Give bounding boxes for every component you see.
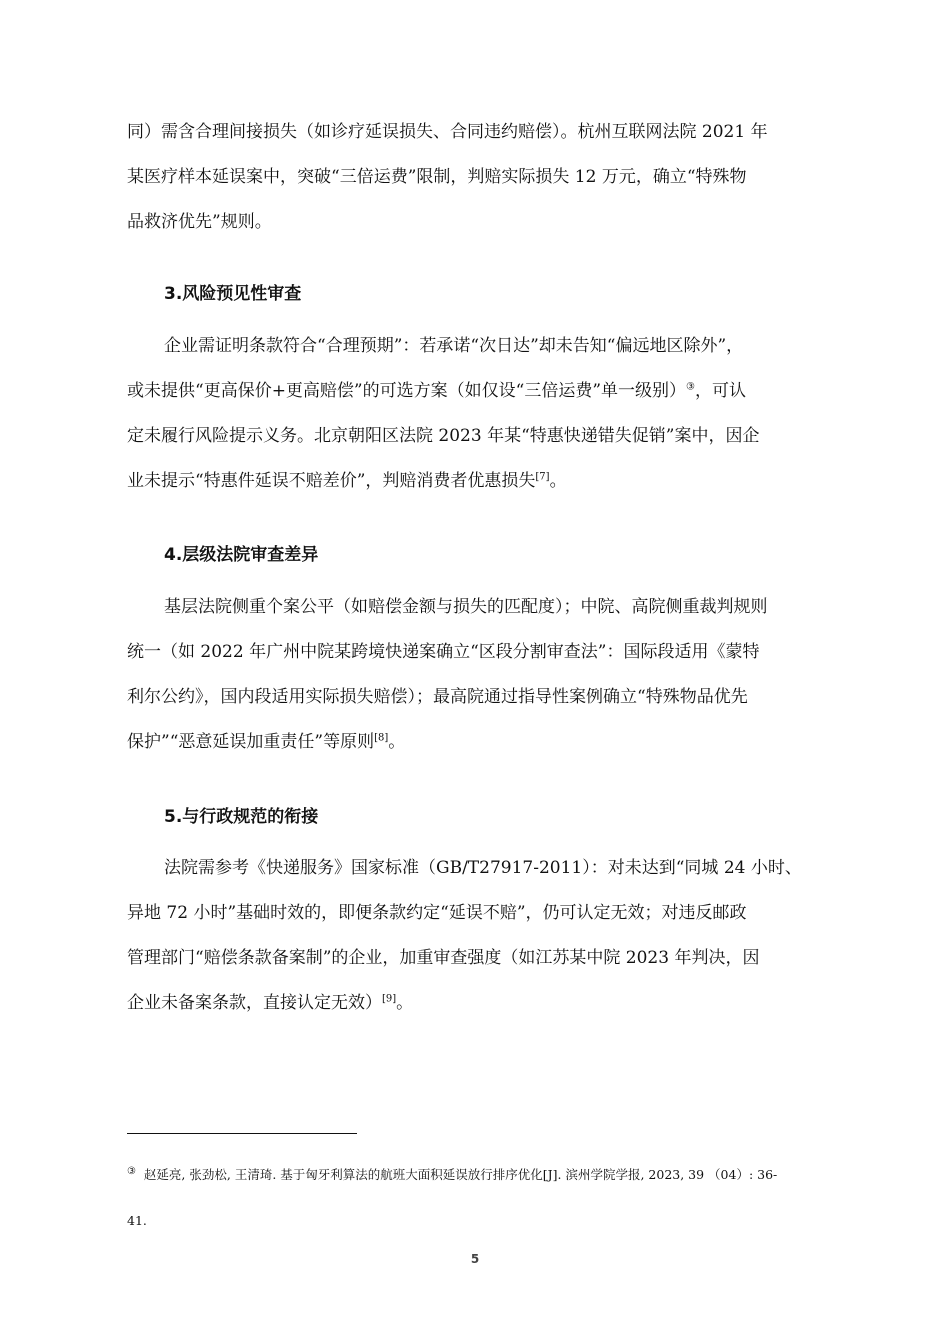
text-span: 。 bbox=[396, 993, 414, 1013]
footnote-mark: ③ bbox=[127, 1165, 136, 1177]
text-line: 定未履行风险提示义务。北京朝阳区法院 2023 年某“特惠快递错失促销”案中，因企 bbox=[127, 426, 760, 446]
paragraph-3 bbox=[127, 585, 867, 765]
text-line bbox=[127, 981, 867, 1026]
text-line: 某医疗样本延误案中，突破“三倍运费”限制，判赔实际损失 12 万元，确立“特殊物 bbox=[127, 167, 747, 187]
footnote-line: 41. bbox=[127, 1213, 147, 1228]
text-line: 统一（如 2022 年广州中院某跨境快递案确立“区段分割审查法”：国际段适用《蒙特 bbox=[127, 642, 760, 662]
text-line: 企业需证明条款符合“合理预期”：若承诺“次日达”却未告知“偏远地区除外”， bbox=[164, 336, 744, 356]
text-span: 业未提示“特惠件延误不赔差价”，判赔消费者优惠损失 bbox=[127, 471, 536, 491]
text-span: 企业未备案条款，直接认定无效） bbox=[127, 993, 382, 1013]
text-line: 基层法院侧重个案公平（如赔偿金额与损失的匹配度）；中院、高院侧重裁判规则 bbox=[164, 597, 768, 617]
text-span: 。 bbox=[549, 471, 567, 491]
footnote-ref[interactable]: ③ bbox=[686, 381, 695, 393]
footnote-separator bbox=[127, 1133, 357, 1134]
text-line: 管理部门“赔偿条款备案制”的企业，加重审查强度（如江苏某中院 2023 年判决，因 bbox=[127, 948, 760, 968]
footnote-text: 赵延亮, 张劲松, 王清琦. 基于匈牙利算法的航班大面积延误放行排序优化[J]. 滨州学院学报, 2023, 39 （04）: 36- bbox=[143, 1167, 778, 1182]
section-heading-3: 3.风险预见性审查 bbox=[164, 284, 302, 304]
page-number: 5 bbox=[470, 1252, 480, 1266]
text-span: 或未提供“更高保价+更高赔偿”的可选方案（如仅设“三倍运费”单一级别） bbox=[127, 381, 687, 401]
text-span: ，可认 bbox=[694, 381, 746, 401]
text-line: 法院需参考《快递服务》国家标准（GB/T27917-2011）：对未达到“同城 24 小时、 bbox=[164, 858, 802, 878]
section-heading-4: 4.层级法院审查差异 bbox=[164, 545, 319, 565]
footnote bbox=[127, 1152, 867, 1244]
text-line bbox=[127, 369, 867, 414]
text-span: 。 bbox=[388, 732, 406, 752]
text-line: 同）需含合理间接损失（如诊疗延误损失、合同违约赔偿）。杭州互联网法院 2021 年 bbox=[127, 122, 768, 142]
section-heading-5: 5.与行政规范的衔接 bbox=[164, 807, 319, 827]
text-line bbox=[127, 459, 867, 504]
text-line: 异地 72 小时”基础时效的，即便条款约定“延误不赔”，仍可认定无效；对违反邮政 bbox=[127, 903, 747, 923]
text-line: 品救济优先”规则。 bbox=[127, 212, 272, 232]
paragraph-4 bbox=[127, 846, 867, 1026]
text-span: 保护”“恶意延误加重责任”等原则 bbox=[127, 732, 375, 752]
citation-ref[interactable]: [9] bbox=[382, 993, 397, 1005]
footnote-line bbox=[127, 1152, 867, 1198]
citation-ref[interactable]: [7] bbox=[535, 471, 550, 483]
text-line bbox=[127, 720, 867, 765]
citation-ref[interactable]: [8] bbox=[374, 732, 389, 744]
paragraph-2 bbox=[127, 324, 867, 504]
paragraph-1 bbox=[127, 110, 867, 245]
text-line: 利尔公约》，国内段适用实际损失赔偿）；最高院通过指导性案例确立“特殊物品优先 bbox=[127, 687, 748, 707]
